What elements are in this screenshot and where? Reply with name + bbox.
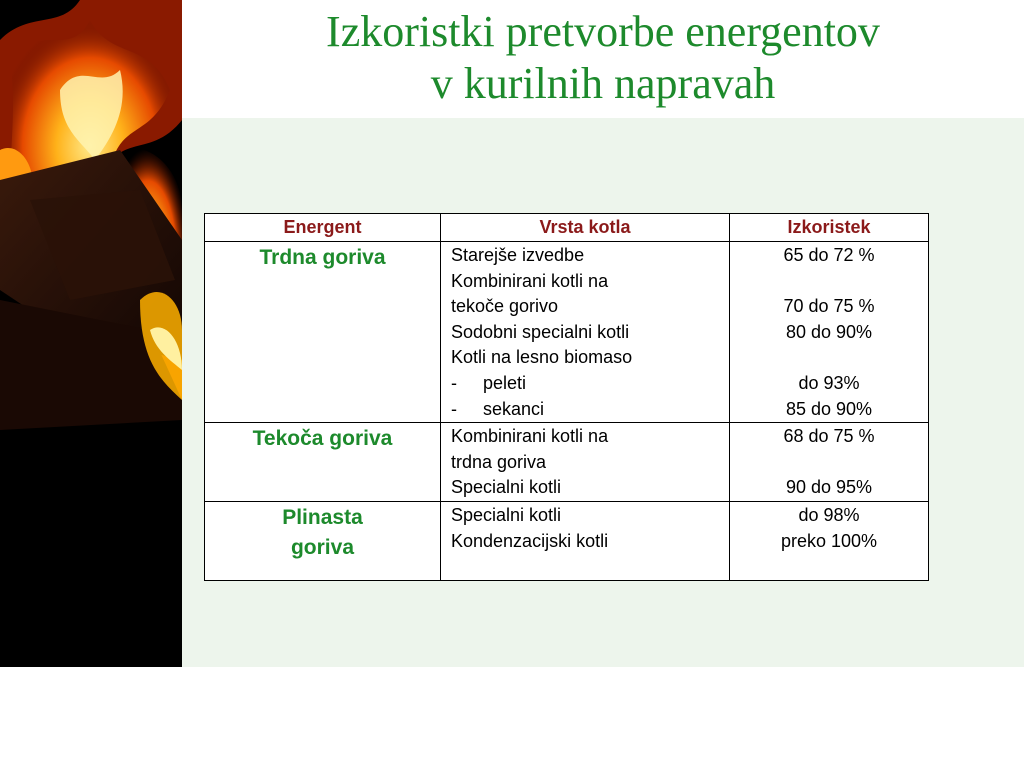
fuel-cell (205, 423, 441, 502)
efficiency-value: 80 do 90% (785, 321, 873, 342)
boiler-line: Sodobni specialni kotli (451, 321, 630, 342)
list-dash: - (451, 398, 457, 419)
boiler-line: Specialni kotli (451, 504, 562, 525)
efficiency-cell (730, 501, 929, 580)
fire-image (0, 0, 182, 667)
efficiency-value: 85 do 90% (785, 398, 873, 419)
efficiency-value: do 93% (798, 372, 860, 393)
efficiency-value: 70 do 75 % (783, 296, 875, 317)
efficiency-value (730, 450, 928, 476)
fuel-label-line-1: Plinasta (282, 505, 363, 529)
efficiency-value: 65 do 72 % (783, 245, 875, 265)
boiler-cell (441, 423, 730, 502)
efficiency-cell (730, 242, 929, 423)
boiler-line: Kombinirani kotli na (451, 426, 609, 447)
title-line-2: v kurilnih napravah (430, 59, 776, 108)
efficiency-cell (730, 423, 929, 502)
boiler-subitem-label: sekanci (483, 398, 545, 419)
boiler-line: Specialni kotli (451, 477, 562, 498)
slide-title (182, 6, 1024, 110)
table-row (205, 423, 929, 502)
fuel-label-line-2: goriva (290, 535, 355, 559)
fuel-cell (205, 501, 441, 580)
boiler-line: Kotli na lesno biomaso (451, 347, 633, 368)
efficiency-value (730, 269, 928, 295)
title-line-1: Izkoristki pretvorbe energentov (326, 7, 880, 56)
boiler-line: trdna goriva (451, 451, 547, 472)
header-izkoristek: Izkoristek (730, 214, 929, 242)
boiler-line: Kombinirani kotli na (451, 270, 609, 291)
efficiency-table (204, 213, 929, 581)
efficiency-value (730, 345, 928, 371)
fuel-label (205, 502, 440, 563)
efficiency-value: do 98% (798, 504, 860, 525)
fuel-label: Trdna goriva (259, 246, 386, 269)
efficiency-value: 90 do 95% (785, 477, 873, 498)
table-row (205, 242, 929, 423)
boiler-subitem (451, 397, 729, 423)
boiler-line: Kondenzacijski kotli (451, 530, 609, 551)
fuel-cell (205, 242, 441, 423)
boiler-line: Starejše izvedbe (451, 245, 585, 265)
efficiency-value: preko 100% (780, 530, 878, 551)
header-energent: Energent (205, 214, 441, 242)
boiler-subitem-label: peleti (483, 372, 527, 393)
header-vrsta-kotla: Vrsta kotla (441, 214, 730, 242)
boiler-line: tekoče gorivo (451, 296, 559, 317)
list-dash: - (451, 372, 457, 393)
boiler-subitem (451, 371, 729, 397)
boiler-cell (441, 501, 730, 580)
boiler-cell (441, 242, 730, 423)
table-row (205, 501, 929, 580)
fuel-label: Tekoča goriva (252, 427, 393, 451)
table-header-row (205, 214, 929, 242)
efficiency-value: 68 do 75 % (783, 426, 875, 447)
